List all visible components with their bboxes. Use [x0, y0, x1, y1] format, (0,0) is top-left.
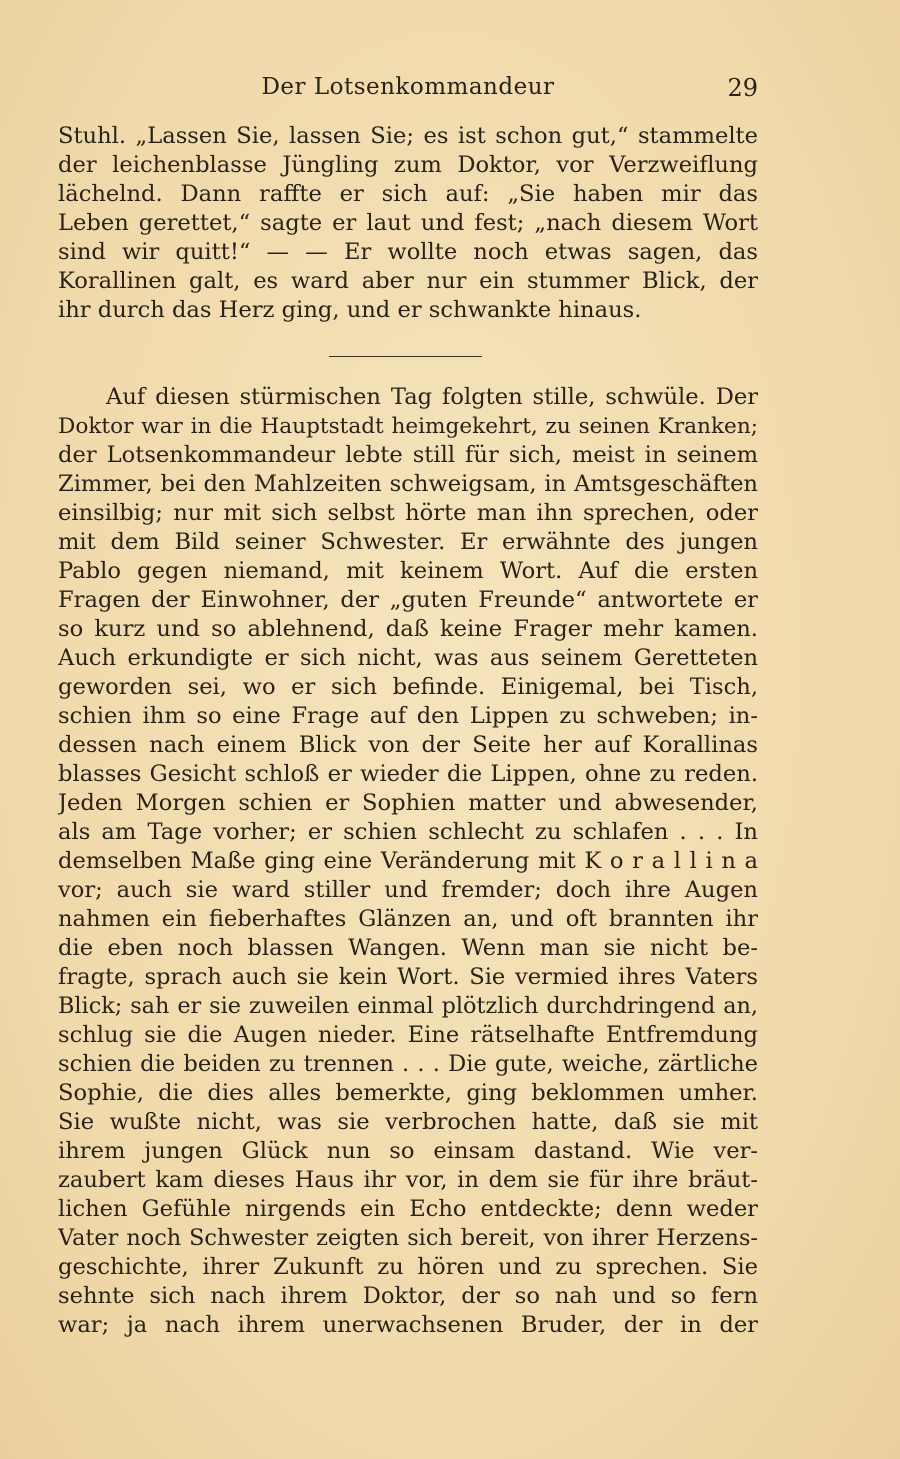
text-line: geschichte, ihrer Zukunft zu hören und zu sprechen. Sie	[58, 1254, 758, 1280]
text-line: mit dem Bild seiner Schwester. Er erwähnte des jungen	[58, 529, 758, 555]
section-divider	[329, 356, 482, 357]
running-title: Der Lotsenkommandeur	[261, 74, 555, 100]
text-line: Korallinen galt, es ward aber nur ein stummer Blick, der	[58, 268, 758, 294]
text-line: ihrem jungen Glück nun so einsam dastand. Wie ver-	[58, 1138, 758, 1164]
paragraph-1	[58, 122, 758, 325]
text-line: nahmen ein fieberhaftes Glänzen an, und oft brannten ihr	[58, 906, 758, 932]
text-line: die eben noch blassen Wangen. Wenn man sie nicht be-	[58, 935, 758, 961]
text-line: Jeden Morgen schien er Sophien matter und abwesender,	[58, 790, 758, 816]
text-line: Sophie, die dies alles bemerkte, ging beklommen umher.	[58, 1080, 758, 1106]
text-line: ihr durch das Herz ging, und er schwankte hinaus.	[58, 297, 642, 323]
text-line: Zimmer, bei den Mahlzeiten schweigsam, in Amtsgeschäften	[58, 471, 758, 497]
text-line: Vater noch Schwester zeigten sich bereit, von ihrer Herzens-	[58, 1225, 758, 1251]
text-line: der leichenblasse Jüngling zum Doktor, vor Verzweiflung	[58, 152, 758, 178]
text-line: als am Tage vorher; er schien schlecht zu schlafen . . . In	[58, 819, 758, 845]
text-line: vor; auch sie ward stiller und fremder; doch ihre Augen	[58, 877, 758, 903]
text-line: blasses Gesicht schloß er wieder die Lippen, ohne zu reden.	[58, 761, 758, 787]
text-line: dessen nach einem Blick von der Seite her auf Korallinas	[58, 732, 758, 758]
text-line: fragte, sprach auch sie kein Wort. Sie vermied ihres Vaters	[58, 964, 758, 990]
text-line: Stuhl. „Lassen Sie, lassen Sie; es ist schon gut,“ stammelte	[58, 123, 758, 149]
text-line: zaubert kam dieses Haus ihr vor, in dem sie für ihre bräut-	[58, 1167, 758, 1193]
text-line: schlug sie die Augen nieder. Eine rätselhafte Entfremdung	[58, 1022, 758, 1048]
text-line: geworden sei, wo er sich befinde. Einigemal, bei Tisch,	[58, 674, 758, 700]
text-line: Auch erkundigte er sich nicht, was aus seinem Geretteten	[58, 645, 758, 671]
text-line: demselben Maße ging eine Veränderung mit K o r a l l i n a	[58, 848, 758, 874]
text-line: Blick; sah er sie zuweilen einmal plötzlich durchdringend an,	[58, 993, 758, 1019]
text-line: war; ja nach ihrem unerwachsenen Bruder, der in der	[58, 1312, 758, 1338]
text-line: schien ihm so eine Frage auf den Lippen zu schweben; in-	[58, 703, 758, 729]
text-line: schien die beiden zu trennen . . . Die gute, weiche, zärtliche	[58, 1051, 758, 1077]
text-line: so kurz und so ablehnend, daß keine Frager mehr kamen.	[58, 616, 758, 642]
text-line: sind wir quitt!“ — — Er wollte noch etwas sagen, das	[58, 239, 758, 265]
text-line: Auf diesen stürmischen Tag folgten stille, schwüle. Der	[106, 384, 758, 410]
text-line: lächelnd. Dann raffte er sich auf: „Sie haben mir das	[58, 181, 758, 207]
text-line: der Lotsenkommandeur lebte still für sich, meist in seinem	[58, 442, 758, 468]
text-line: Fragen der Einwohner, der „guten Freunde“ antwortete er	[58, 587, 758, 613]
text-line: Doktor war in die Hauptstadt heimgekehrt, zu seinen Kranken;	[58, 414, 758, 439]
text-line: Sie wußte nicht, was sie verbrochen hatte, daß sie mit	[58, 1109, 758, 1135]
text-line: sehnte sich nach ihrem Doktor, der so nah und so fern	[58, 1283, 758, 1309]
page-header	[58, 74, 758, 108]
text-line: Pablo gegen niemand, mit keinem Wort. Auf die ersten	[58, 558, 758, 584]
paragraph-2	[58, 383, 758, 1340]
text-line: einsilbig; nur mit sich selbst hörte man ihn sprechen, oder	[58, 500, 758, 526]
text-line: Leben gerettet,“ sagte er laut und fest; „nach diesem Wort	[58, 210, 758, 236]
page-number: 29	[727, 74, 758, 102]
text-line: lichen Gefühle nirgends ein Echo entdeckte; denn weder	[58, 1196, 758, 1222]
